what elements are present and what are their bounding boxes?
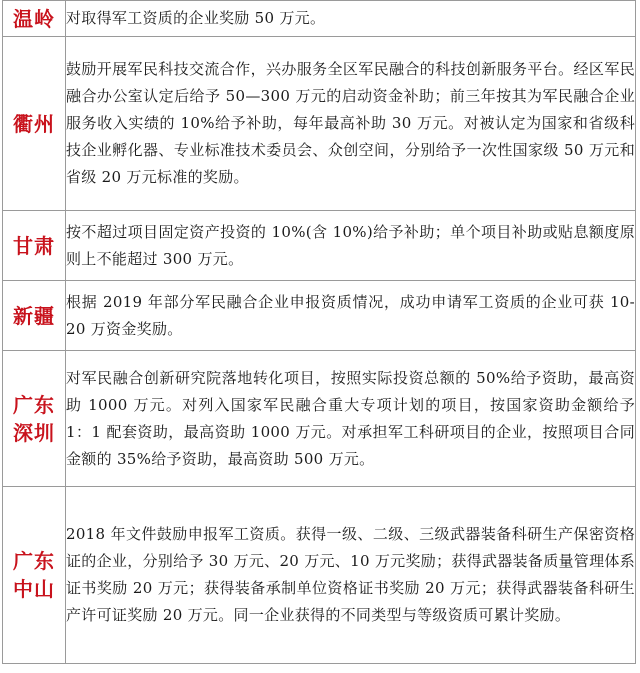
region-cell [3, 351, 66, 487]
table-row [3, 37, 636, 211]
policy-text: 按不超过项目固定资产投资的 10%(含 10%)给予补助；单个项目补助或贴息额度原则上不能超过 300 万元。 [66, 211, 636, 281]
region-cell [3, 211, 66, 281]
policy-table [2, 0, 636, 664]
table-row [3, 487, 636, 664]
policy-text: 根据 2019 年部分军民融合企业申报资质情况，成功申请军工资质的企业可获 10-20 万资金奖励。 [66, 281, 636, 351]
policy-text: 对军民融合创新研究院落地转化项目，按照实际投资总额的 50%给予资助，最高资助 1000 万元。对列入国家军民融合重大专项计划的项目，按国家资助金额给予 1：1 配套资助，最高资助 1000 万元。对承担军工科研项目的企业，按照项目合同金额的 35%给予资助，最高资助 500 万元。 [66, 351, 636, 487]
table-row [3, 211, 636, 281]
region-name-line1: 广东 [13, 392, 55, 417]
policy-text: 2018 年文件鼓励申报军工资质。获得一级、二级、三级武器装备科研生产保密资格证的企业，分别给予 30 万元、20 万元、10 万元奖励；获得武器装备质量管理体系证书奖励 20 万元；获得装备承制单位资格证书奖励 20 万元；获得武器装备科研生产许可证奖励 20 万元。同一企业获得的不同类型与等级资质可累计奖励。 [66, 487, 636, 664]
region-cell [3, 487, 66, 664]
region-cell [3, 37, 66, 211]
table-row [3, 351, 636, 487]
region-name: 新疆 [13, 303, 55, 328]
region-cell [3, 281, 66, 351]
table-row [3, 281, 636, 351]
region-cell [3, 1, 66, 37]
region-name: 温岭 [13, 6, 55, 31]
table-row [3, 1, 636, 37]
policy-text: 对取得军工资质的企业奖励 50 万元。 [66, 1, 636, 37]
region-name-line1: 广东 [13, 549, 55, 573]
region-name: 甘肃 [13, 233, 55, 258]
region-name-line2: 中山 [13, 577, 55, 601]
policy-text: 鼓励开展军民科技交流合作，兴办服务全区军民融合的科技创新服务平台。经区军民融合办公室认定后给予 50—300 万元的启动资金补助；前三年按其为军民融合企业服务收入实绩的 10%给予补助，每年最高补助 30 万元。对被认定为国家和省级科技企业孵化器、专业标准技术委员会、众创空间，分别给予一次性国家级 50 万元和省级 20 万元标准的奖励。 [66, 37, 636, 211]
region-name-line2: 深圳 [13, 420, 55, 445]
region-name: 衢州 [13, 111, 55, 136]
